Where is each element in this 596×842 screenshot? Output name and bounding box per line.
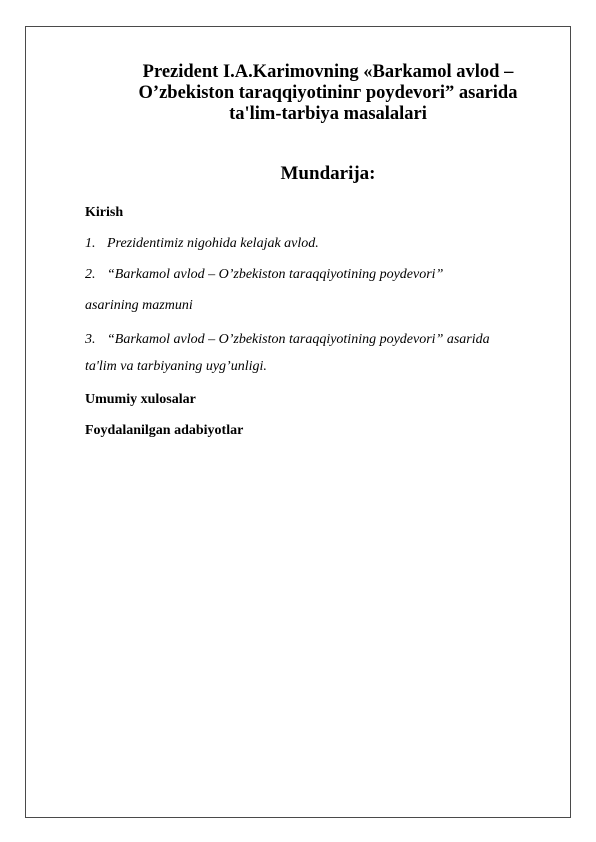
document-title [60,62,596,125]
title-line-1: Prezident I.A.Karimovning «Barkamol avlod – [142,62,514,82]
toc-entry-2 [85,266,443,284]
toc-entry-3-number: 3. [85,332,96,347]
toc-entry-3-text-line-2: ta'lim va tarbiyaning uyg’unligi. [85,359,267,374]
toc-entry-intro: Kirish [85,205,124,220]
toc-entry-3 [85,331,490,349]
title-line-3: ta'lim-tarbiya masalalari [229,104,427,124]
toc-entry-2-text-line-1: “Barkamol avlod – O’zbekiston taraqqiyotining poydevori” [107,267,444,282]
toc-entry-1 [85,235,319,253]
toc-entry-1-number: 1. [85,236,96,251]
toc-heading: Mundarija: [280,163,376,184]
toc-entry-references: Foydalanilgan adabiyotlar [85,423,244,438]
toc-entry-1-text: Prezidentimiz nigohida kelajak avlod. [107,236,319,251]
toc-entry-conclusion: Umumiy xulosalar [85,392,196,407]
toc-entry-2-number: 2. [85,267,96,282]
toc-entry-3-text-line-1: “Barkamol avlod – O’zbekiston taraqqiyotining poydevori” asarida [107,332,490,347]
title-line-2: O’zbekiston taraqqiyotininг poydevori” asarida [138,83,518,103]
toc-entry-2-text-line-2: asarining mazmuni [85,298,193,313]
